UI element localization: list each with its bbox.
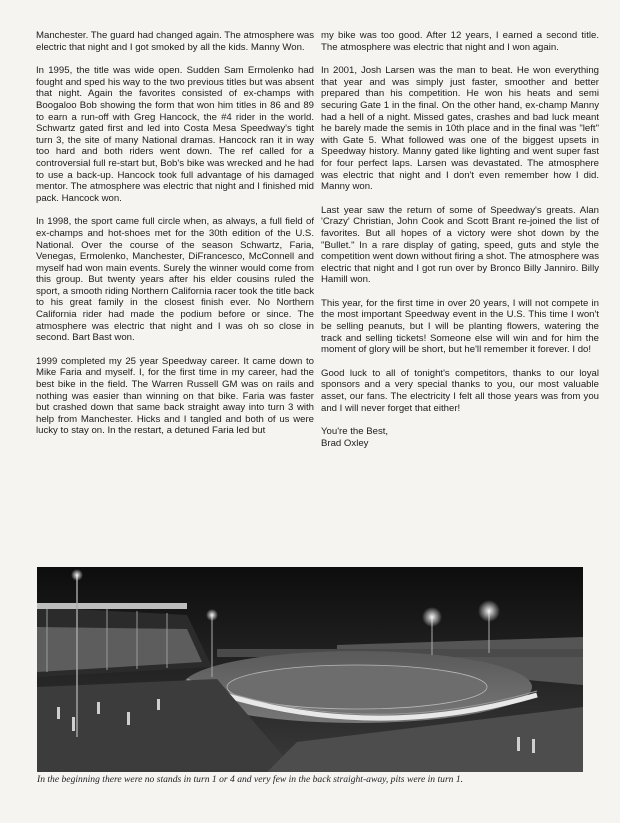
paragraph: This year, for the first time in over 20 years, I will not compete in the most important Speedway event in the U.S. This time I won't be selling peanuts, but I will be planting flowers, watering the track and selling tickets! Someone else will win and for him the moment of glory will be short, but he'll remember it forever. I do! xyxy=(321,297,599,356)
left-column xyxy=(36,30,314,449)
signoff-author: Brad Oxley xyxy=(321,437,369,449)
paragraph: Last year saw the return of some of Speedway's greats. Alan 'Crazy' Christian, John Cook and Scott Brant re-joined the list of favorites. But all hopes of a victory were shot down by the "Bullet." In a rare display of gating, speed, guts and style the competition went down without firing a shot. The atmosphere was electric that night and I got run over by Bronco Billy Janniro. Billy Hamill won. xyxy=(321,204,599,286)
paragraph: Good luck to all of tonight's competitors, thanks to our loyal sponsors and a very special thanks to you, our most valuable asset, our fans. The electricity I felt all those years was from you and I will never forget that either! xyxy=(321,367,599,414)
paragraph: 1999 completed my 25 year Speedway career. It came down to Mike Faria and myself. I, for the first time in my career, had the best bike in the field. The Warren Russell GM was on rails and nothing was easier than winning on that bike. Faria was faster but crashed down that same back straight away into turn 3 with help from Manchester. Hicks and I tangled and both of us were lucky to stay on. In the restart, a detuned Faria led but xyxy=(36,355,314,437)
paragraph: In 1998, the sport came full circle when, as always, a full field of ex-champs and hot-shoes met for the 30th edition of the U.S. National. Over the course of the season Schwartz, Faria, Venegas, Ermolenko, Manchester, DiFrancesco, McConnell and myself had won main events. Surely the winner would come from this group. But twenty years after his elder cousins ruled the sport, a smooth riding Northern California racer took the title back to his great family in the closest finish ever. No Northern California rider had made the podium before or since. The atmosphere was electric that night and I was oh so close in second. Bart Bast won. xyxy=(36,216,314,344)
paragraph: Manchester. The guard had changed again. The atmosphere was electric that night and I got smoked by all the kids. Manny Won. xyxy=(36,30,314,53)
photo-caption: In the beginning there were no stands in turn 1 or 4 and very few in the back straight-away, pits were in turn 1. xyxy=(37,774,464,785)
stadium-photo xyxy=(37,567,583,772)
paragraph: In 2001, Josh Larsen was the man to beat. He won everything that year and was simply just faster, smoother and better prepared than his competition. He won his heats and semi securing Gate 1 in the final. On the other hand, ex-champ Manny had a hell of a night. Missed gates, crashes and bad luck meant he barely made the semis in 10th place and in the final was "left" with Gate 5. What followed was one of the biggest upsets in Speedway history. Manny gated like lighting and went super fast for four perfect laps. Larsen was devastated. The atmosphere was electric that night and I don't even remember how I did. Manny won. xyxy=(321,65,599,193)
signoff-closing: You're the Best, xyxy=(321,426,389,438)
right-column xyxy=(321,30,599,449)
stadium-photo-graphic xyxy=(37,567,583,772)
paragraph: In 1995, the title was wide open. Sudden Sam Ermolenko had fought and sped his way to the two previous titles but was absent that night. Again the favorites consisted of ex-champs with Boogaloo Bob showing the form that won him titles in 86 and 89 to earn a run-off with Greg Hancock, the #4 rider in the world. Schwartz gated first and led into Costa Mesa Speedway's tight turn 3, the site of many National dramas. Hancock ran it in way too hard and both riders went down. The ref called for a controversial full re-start but, Bob's bike was wrecked and he had to use a back-up. Hancock took full advantage of his damaged mentor. The atmosphere was electric that night and I finished mid pack. Hancock won. xyxy=(36,65,314,204)
signoff xyxy=(321,426,599,449)
paragraph: my bike was too good. After 12 years, I earned a second title. The atmosphere was electric that night and I won again. xyxy=(321,30,599,53)
